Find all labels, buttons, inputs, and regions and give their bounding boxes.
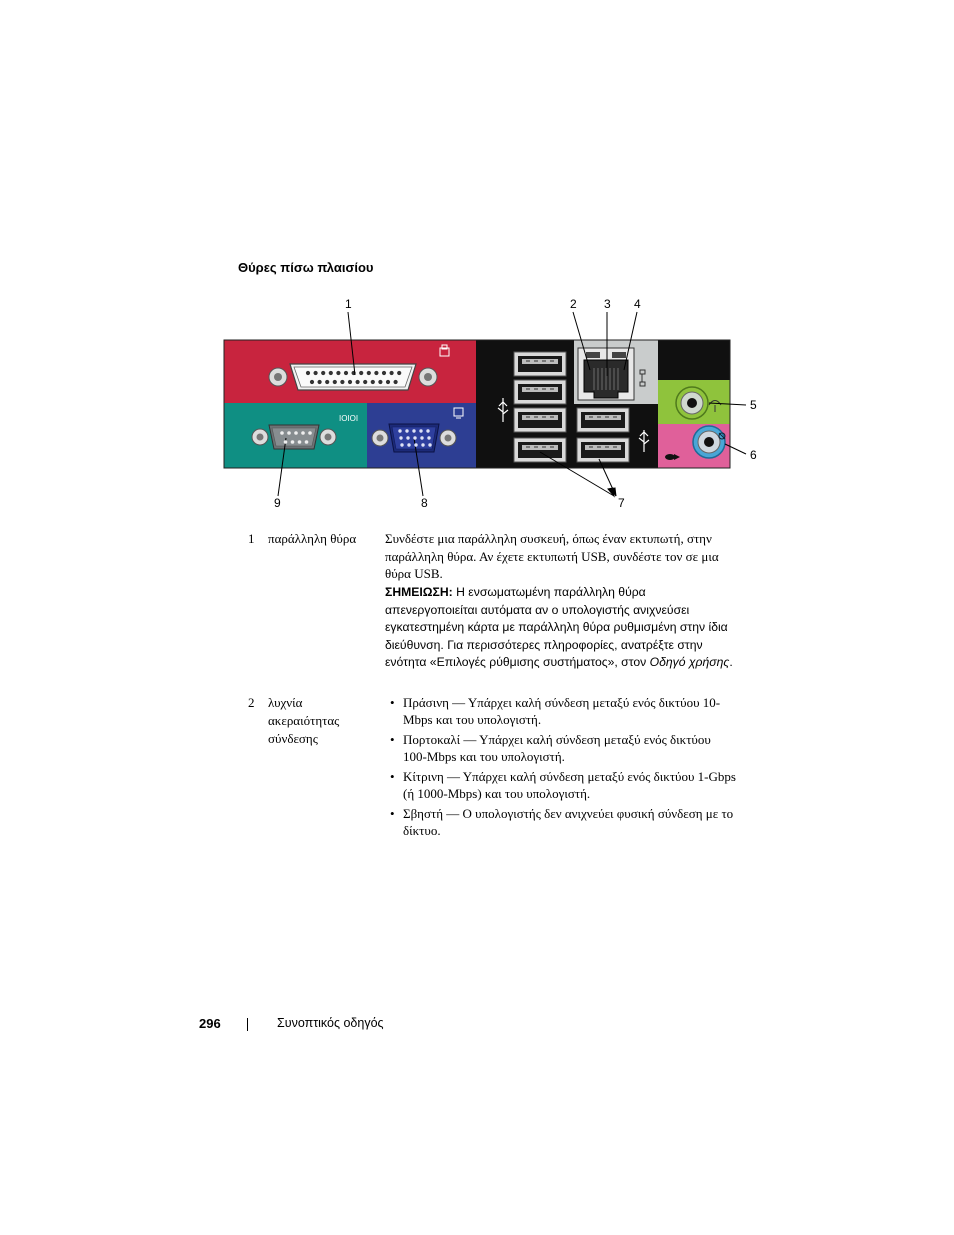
footer-title: Συνοπτικός οδηγός	[277, 1016, 384, 1030]
callout-3: 3	[604, 297, 611, 311]
footer-divider	[247, 1018, 248, 1031]
line-out-jack-icon	[676, 387, 708, 419]
note-text: Η ενσωματωμένη παράλληλη θύρα απενεργοποιείται αυτόματα αν ο υπολογιστής ανιχνεύσει εγκατεστημένη κάρτα με παράλληλη θύρα ρυθμισμένη στην ίδια διεύθυνση. Για περισσότερες πληροφορίες, ανατρέξτε στην ενότητα «Επιλογές ρύθμισης συστήματος», στον	[385, 585, 728, 669]
callout-4: 4	[634, 297, 641, 311]
back-panel-figure	[222, 296, 757, 512]
row-1-number: 1	[248, 531, 255, 546]
note-italic-link: Οδηγό χρήσης	[649, 655, 730, 669]
line-in-jack-icon	[693, 426, 725, 458]
bullet-off: • Σβηστή — Ο υπολογιστής δεν ανιχνεύει φυσική σύνδεση με το δίκτυο.	[385, 805, 737, 839]
note-label: ΣΗΜΕΙΩΣΗ:	[385, 585, 453, 599]
callout-1: 1	[345, 297, 352, 311]
callout-5: 5	[750, 398, 757, 412]
bullet-green: • Πράσινη — Υπάρχει καλή σύνδεση μεταξύ ενός δικτύου 10-Mbps και του υπολογιστή.	[385, 694, 737, 728]
network-port-icon	[578, 348, 634, 400]
row-2-number: 2	[248, 695, 255, 710]
page-number: 296	[199, 1016, 221, 1031]
callout-2: 2	[570, 297, 577, 311]
section-title: Θύρες πίσω πλαισίου	[238, 260, 374, 275]
callout-7: 7	[618, 496, 625, 510]
bullet-orange: • Πορτοκαλί — Υπάρχει καλή σύνδεση μεταξύ ενός δικτύου 100-Mbps και του υπολογιστή.	[385, 731, 737, 765]
callout-9: 9	[274, 496, 281, 510]
row-1-label: παράλληλη θύρα	[268, 531, 357, 546]
row-2-bullets	[385, 694, 737, 842]
callout-6: 6	[750, 448, 757, 462]
serial-symbol: IOIOI	[339, 414, 359, 423]
row-1-note	[385, 584, 735, 672]
row-1-description: Συνδέστε μια παράλληλη συσκευή, όπως έναν εκτυπωτή, στην παράλληλη θύρα. Αν έχετε εκτυπωτή USB, συνδέστε τον σε μια θύρα USB.	[385, 531, 719, 581]
note-end: .	[729, 655, 733, 669]
row-2-label: λυχνία ακεραιότητας σύνδεσης	[268, 695, 340, 746]
bullet-yellow: • Κίτρινη — Υπάρχει καλή σύνδεση μεταξύ ενός δικτύου 1-Gbps (ή 1000-Mbps) και του υπολογιστή.	[385, 768, 737, 802]
callout-8: 8	[421, 496, 428, 510]
